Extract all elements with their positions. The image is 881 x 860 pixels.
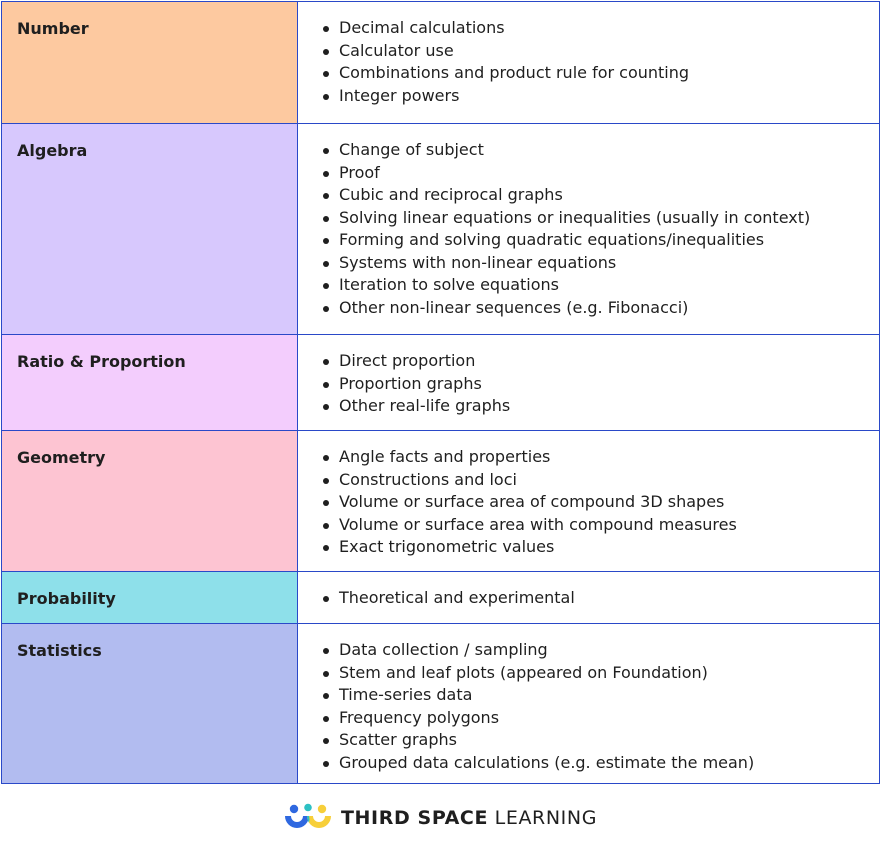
list-item: Stem and leaf plots (appeared on Foundation) <box>323 662 879 685</box>
list-item: Scatter graphs <box>323 729 879 752</box>
list-item: Other real-life graphs <box>323 395 879 418</box>
brand-name-bold: THIRD SPACE <box>340 807 489 829</box>
topic-row-probability <box>2 572 880 624</box>
list-item: Forming and solving quadratic equations/inequalities <box>323 229 879 252</box>
list-item: Proof <box>323 162 879 185</box>
list-item: Calculator use <box>323 40 879 63</box>
brand-wordmark <box>341 807 597 829</box>
topic-items-number <box>298 2 880 124</box>
topic-items-probability <box>298 572 880 624</box>
topics-table <box>1 1 880 784</box>
list-item: Frequency polygons <box>323 707 879 730</box>
topic-row-number <box>2 2 880 124</box>
list-item: Time-series data <box>323 684 879 707</box>
list-item: Theoretical and experimental <box>323 587 879 610</box>
list-item: Cubic and reciprocal graphs <box>323 184 879 207</box>
topic-row-ratio-proportion <box>2 335 880 431</box>
topic-name-ratio-proportion: Ratio & Proportion <box>2 335 298 431</box>
list-item: Decimal calculations <box>323 17 879 40</box>
list-item: Volume or surface area with compound measures <box>323 514 879 537</box>
list-item: Grouped data calculations (e.g. estimate the mean) <box>323 752 879 775</box>
list-item: Integer powers <box>323 85 879 108</box>
topic-name-probability: Probability <box>2 572 298 624</box>
list-item: Systems with non-linear equations <box>323 252 879 275</box>
list-item: Solving linear equations or inequalities (usually in context) <box>323 207 879 230</box>
list-item: Other non-linear sequences (e.g. Fibonacci) <box>323 297 879 320</box>
topic-name-number: Number <box>2 2 298 124</box>
topic-items-ratio-proportion <box>298 335 880 431</box>
topic-items-algebra <box>298 124 880 335</box>
brand-name-light: LEARNING <box>494 807 598 829</box>
list-item: Change of subject <box>323 139 879 162</box>
list-item: Iteration to solve equations <box>323 274 879 297</box>
list-item: Data collection / sampling <box>323 639 879 662</box>
list-item: Exact trigonometric values <box>323 536 879 559</box>
third-space-learning-logo-icon <box>284 803 332 833</box>
list-item: Direct proportion <box>323 350 879 373</box>
topic-row-algebra <box>2 124 880 335</box>
brand-footer <box>0 800 881 836</box>
list-item: Proportion graphs <box>323 373 879 396</box>
list-item: Combinations and product rule for counting <box>323 62 879 85</box>
topic-items-geometry <box>298 431 880 572</box>
list-item: Angle facts and properties <box>323 446 879 469</box>
topic-name-algebra: Algebra <box>2 124 298 335</box>
topic-name-statistics: Statistics <box>2 624 298 784</box>
list-item: Constructions and loci <box>323 469 879 492</box>
topic-items-statistics <box>298 624 880 784</box>
topic-row-geometry <box>2 431 880 572</box>
topic-name-geometry: Geometry <box>2 431 298 572</box>
list-item: Volume or surface area of compound 3D shapes <box>323 491 879 514</box>
topic-row-statistics <box>2 624 880 784</box>
